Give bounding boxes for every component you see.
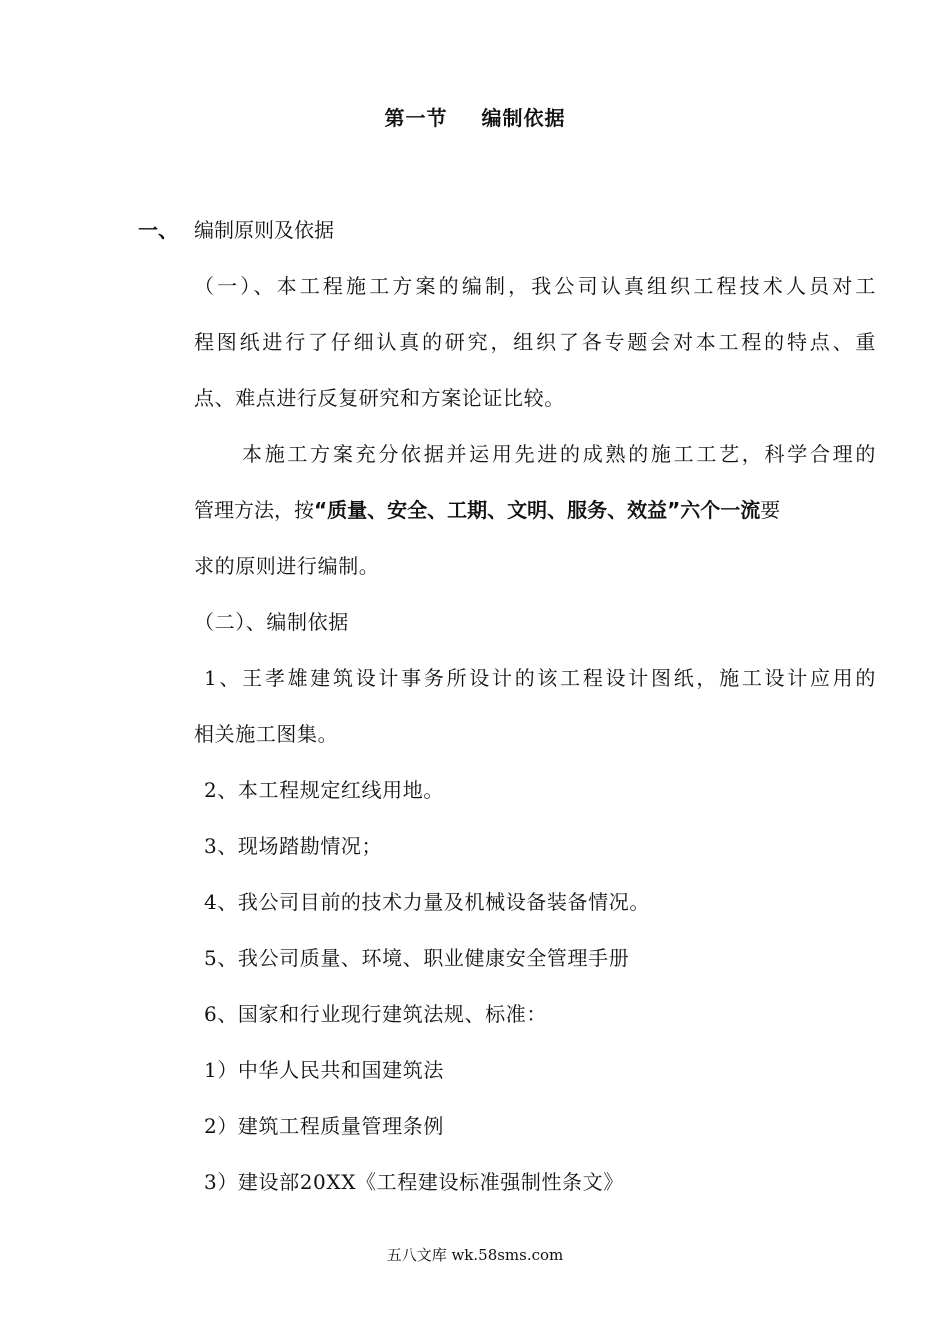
sub-item-3: 3）建设部20XX《工程建设标准强制性条文》 (204, 1170, 624, 1194)
subheading-basis: （二）、编制依据 (194, 610, 349, 634)
section-title: 编制原则及依据 (194, 218, 334, 242)
title-section-number: 第一节 (384, 106, 448, 130)
paragraph-2-line-1: 本施工方案充分依据并运用先进的成熟的施工工艺，科学合理的 (242, 442, 876, 466)
paragraph-2-line-2 (194, 494, 876, 523)
list-item-2: 2、本工程规定红线用地。 (204, 778, 444, 802)
paragraph-1-line-2: 程图纸进行了仔细认真的研究，组织了各专题会对本工程的特点、重 (194, 330, 876, 354)
list-item-5: 5、我公司质量、环境、职业健康安全管理手册 (204, 946, 630, 970)
paragraph-1-line-1: （一）、本工程施工方案的编制，我公司认真组织工程技术人员对工 (194, 274, 876, 298)
title-section-name: 编制依据 (481, 106, 566, 130)
list-item-4: 4、我公司目前的技术力量及机械设备装备情况。 (204, 890, 650, 914)
page-title (0, 102, 950, 131)
paragraph-2-line-3: 求的原则进行编制。 (194, 554, 380, 578)
paragraph-2-text-after: 要 (760, 498, 781, 522)
section-number: 一、 (138, 218, 178, 242)
list-item-1-line-1: 1、王孝雄建筑设计事务所设计的该工程设计图纸，施工设计应用的 (204, 666, 876, 690)
section-heading (138, 214, 334, 243)
list-item-3: 3、现场踏勘情况； (204, 834, 383, 858)
paragraph-2-text-before: 管理方法，按 (194, 498, 314, 522)
page-footer: 五八文库 wk.58sms.com (386, 1246, 564, 1264)
list-item-6: 6、国家和行业现行建筑法规、标准： (204, 1002, 547, 1026)
sub-item-2: 2）建筑工程质量管理条例 (204, 1114, 444, 1138)
sub-item-1: 1）中华人民共和国建筑法 (204, 1058, 444, 1082)
paragraph-2-emphasis: “质量、安全、工期、文明、服务、效益”六个一流 (314, 498, 761, 522)
paragraph-1-line-3: 点、难点进行反复研究和方案论证比较。 (194, 386, 565, 410)
list-item-1-line-2: 相关施工图集。 (194, 722, 339, 746)
